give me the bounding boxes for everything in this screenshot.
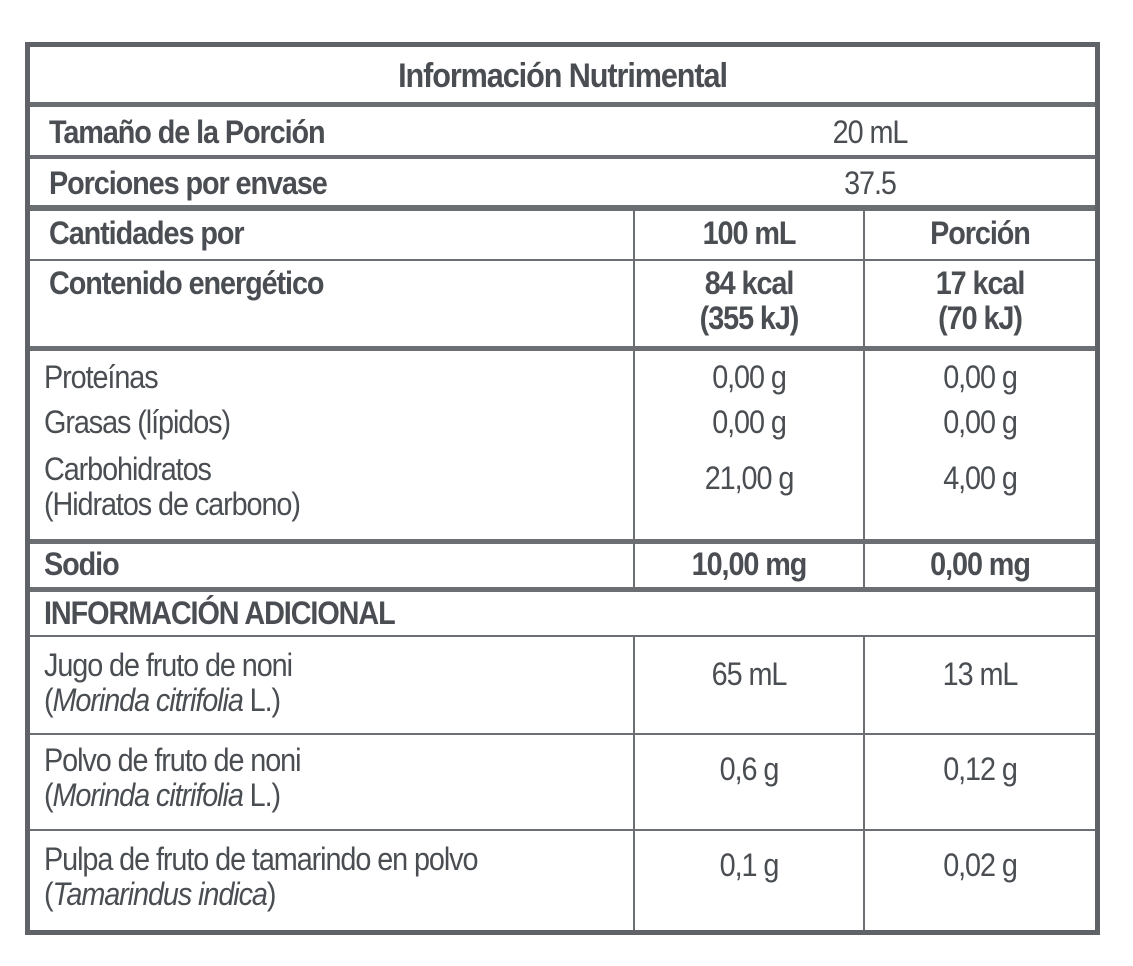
sodium-portion: 0,00 mg <box>930 546 1030 582</box>
servings-per-container-label: Porciones por envase <box>49 165 327 201</box>
fat-label: Grasas (lípidos) <box>44 404 230 440</box>
rule-additional <box>30 635 1095 637</box>
energy-100ml-kcal: 84 kcal <box>704 265 794 301</box>
noni-powder-100ml: 0,6 g <box>719 751 779 787</box>
col-divider-2-lower <box>863 637 865 930</box>
panel-title: Información Nutrimental <box>398 57 727 95</box>
col-divider-2-upper <box>863 211 865 587</box>
serving-size-value: 20 mL <box>832 114 908 150</box>
rule-serving <box>30 155 1095 159</box>
tamarind-pulp-100ml: 0,1 g <box>719 847 779 883</box>
rule-title <box>30 102 1095 107</box>
protein-label: Proteínas <box>44 359 158 395</box>
noni-juice-name: Jugo de fruto de noni <box>44 647 292 683</box>
nutrition-facts-panel <box>25 42 1100 935</box>
noni-powder-name: Polvo de fruto de noni <box>44 742 301 778</box>
tamarind-pulp-name: Pulpa de fruto de tamarindo en polvo <box>44 841 478 877</box>
sodium-label: Sodio <box>44 546 119 582</box>
noni-powder-species: Morinda citrifolia <box>52 777 243 813</box>
rule-header <box>30 259 1095 261</box>
noni-powder-scientific-name: (Morinda citrifolia L.) <box>44 777 281 813</box>
tamarind-pulp-portion: 0,02 g <box>943 847 1017 883</box>
energy-100ml-kj: (355 kJ) <box>699 300 799 336</box>
column-header-100ml: 100 mL <box>702 215 796 251</box>
energy-100ml <box>646 266 851 336</box>
rule-item-2 <box>30 829 1095 831</box>
tamarind-pulp-label <box>44 842 477 912</box>
rule-item-1 <box>30 733 1095 735</box>
noni-juice-scientific-name: (Morinda citrifolia L.) <box>44 682 281 718</box>
noni-powder-portion: 0,12 g <box>943 751 1017 787</box>
energy-portion-kj: (70 kJ) <box>938 300 1022 336</box>
rule-sodium <box>30 587 1095 592</box>
noni-juice-label <box>44 648 292 718</box>
serving-size-label: Tamaño de la Porción <box>49 114 325 150</box>
tamarind-pulp-species: Tamarindus indica <box>52 876 267 912</box>
carbohydrates-subname: (Hidratos de carbono) <box>44 486 300 522</box>
carbohydrates-100ml: 21,00 g <box>704 460 794 496</box>
column-header-portion: Porción <box>930 215 1030 251</box>
energy-label: Contenido energético <box>49 265 324 301</box>
noni-powder-species-suffix: L.) <box>242 777 281 813</box>
noni-powder-label <box>44 743 300 813</box>
noni-juice-portion: 13 mL <box>942 656 1018 692</box>
carbohydrates-name: Carbohidratos <box>44 451 211 487</box>
col-divider-1-upper <box>633 211 635 587</box>
fat-portion: 0,00 g <box>943 404 1017 440</box>
amounts-per-label: Cantidades por <box>49 215 244 251</box>
energy-portion <box>877 266 1084 336</box>
rule-servings-per <box>30 205 1095 211</box>
sodium-100ml: 10,00 mg <box>691 546 807 582</box>
carbohydrates-label <box>44 452 300 522</box>
col-divider-1-lower <box>633 637 635 930</box>
rule-carbs <box>30 539 1095 544</box>
noni-juice-species: Morinda citrifolia <box>52 682 243 718</box>
protein-portion: 0,00 g <box>943 359 1017 395</box>
energy-portion-kcal: 17 kcal <box>935 265 1025 301</box>
fat-100ml: 0,00 g <box>712 404 786 440</box>
carbohydrates-portion: 4,00 g <box>943 460 1017 496</box>
rule-energy <box>30 346 1095 351</box>
servings-per-container-value: 37.5 <box>844 165 896 201</box>
protein-100ml: 0,00 g <box>712 359 786 395</box>
noni-juice-100ml: 65 mL <box>711 656 787 692</box>
tamarind-pulp-scientific-name: (Tamarindus indica) <box>44 876 276 912</box>
additional-info-heading: INFORMACIÓN ADICIONAL <box>44 595 395 631</box>
noni-juice-species-suffix: L.) <box>242 682 281 718</box>
